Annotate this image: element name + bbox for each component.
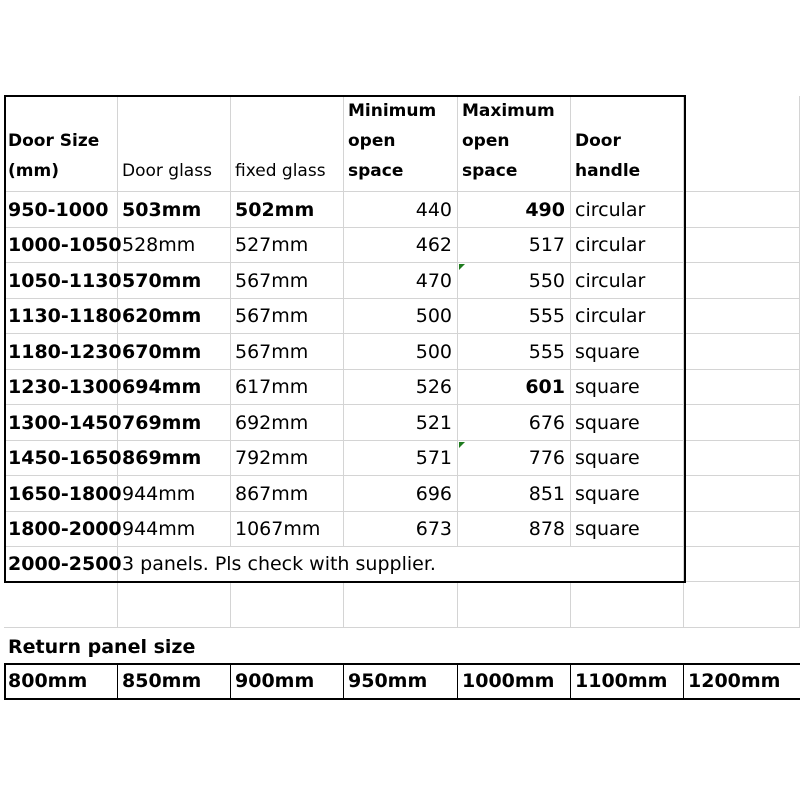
- header-door-glass-line1: Door glass: [122, 161, 212, 181]
- cell-min-open-space[interactable]: 500: [344, 299, 458, 334]
- cell-max-open-space[interactable]: 878: [458, 512, 571, 547]
- cell-max-open-space[interactable]: 676: [458, 405, 571, 441]
- empty-cell[interactable]: [118, 582, 231, 628]
- cell-door-handle[interactable]: square: [571, 370, 684, 405]
- cell-max-open-space[interactable]: 601: [458, 370, 571, 405]
- empty-cell[interactable]: [4, 582, 118, 628]
- cell-fixed-glass[interactable]: 867mm: [231, 476, 344, 512]
- empty-cell[interactable]: [684, 96, 800, 192]
- cell-fixed-glass[interactable]: 692mm: [231, 405, 344, 441]
- cell-door-size[interactable]: 950-1000: [4, 192, 118, 228]
- return-panel-title[interactable]: Return panel size: [8, 636, 196, 658]
- cell-min-open-space[interactable]: 696: [344, 476, 458, 512]
- cell-door-handle[interactable]: circular: [571, 299, 684, 334]
- header-fixed-glass-line1: fixed glass: [235, 161, 326, 181]
- cell-door-glass[interactable]: 570mm: [118, 263, 231, 299]
- cell-door-glass[interactable]: 769mm: [118, 405, 231, 441]
- header-door-glass[interactable]: [118, 96, 231, 192]
- cell-door-size[interactable]: 1050-1130: [4, 263, 118, 299]
- special-row-size[interactable]: 2000-2500: [4, 547, 118, 582]
- empty-cell[interactable]: [344, 582, 458, 628]
- cell-fixed-glass[interactable]: 567mm: [231, 334, 344, 370]
- cell-door-size[interactable]: 1800-2000: [4, 512, 118, 547]
- empty-cell[interactable]: [684, 228, 800, 263]
- return-panel-size-cell[interactable]: 850mm: [118, 664, 231, 699]
- cell-fixed-glass[interactable]: 617mm: [231, 370, 344, 405]
- return-panel-size-cell[interactable]: 1100mm: [571, 664, 684, 699]
- header-max-open-space[interactable]: [458, 96, 571, 192]
- header-min-line2: open: [348, 131, 396, 151]
- empty-cell[interactable]: [684, 299, 800, 334]
- empty-cell[interactable]: [684, 192, 800, 228]
- empty-cell[interactable]: [231, 582, 344, 628]
- header-min-line1: Minimum: [348, 101, 437, 121]
- cell-fixed-glass[interactable]: 792mm: [231, 441, 344, 476]
- empty-cell[interactable]: [684, 263, 800, 299]
- empty-cell[interactable]: [571, 582, 684, 628]
- empty-cell[interactable]: [684, 334, 800, 370]
- cell-min-open-space[interactable]: 500: [344, 334, 458, 370]
- return-panel-size-cell[interactable]: 1200mm: [688, 670, 781, 692]
- cell-min-open-space[interactable]: 440: [344, 192, 458, 228]
- empty-cell[interactable]: [684, 512, 800, 547]
- cell-door-glass[interactable]: 944mm: [118, 476, 231, 512]
- cell-min-open-space[interactable]: 521: [344, 405, 458, 441]
- cell-door-size[interactable]: 1000-1050: [4, 228, 118, 263]
- cell-door-size[interactable]: 1300-1450: [4, 405, 118, 441]
- cell-fixed-glass[interactable]: 502mm: [231, 192, 344, 228]
- cell-max-open-space[interactable]: 555: [458, 299, 571, 334]
- cell-fixed-glass[interactable]: 567mm: [231, 263, 344, 299]
- header-door-size-line1: Door Size: [8, 131, 100, 151]
- cell-min-open-space[interactable]: 470: [344, 263, 458, 299]
- return-panel-size-cell[interactable]: 1000mm: [458, 664, 571, 699]
- cell-door-handle[interactable]: square: [571, 476, 684, 512]
- cell-door-glass[interactable]: 670mm: [118, 334, 231, 370]
- empty-cell[interactable]: [458, 582, 571, 628]
- cell-door-glass[interactable]: 620mm: [118, 299, 231, 334]
- empty-cell[interactable]: [684, 405, 800, 441]
- header-fixed-glass[interactable]: [231, 96, 344, 192]
- cell-max-open-space[interactable]: 555: [458, 334, 571, 370]
- header-door-size-line2: (mm): [8, 161, 59, 181]
- cell-fixed-glass[interactable]: 1067mm: [231, 512, 344, 547]
- cell-comment-marker: [459, 442, 465, 448]
- empty-cell[interactable]: [684, 370, 800, 405]
- cell-door-handle[interactable]: circular: [571, 228, 684, 263]
- cell-door-size[interactable]: 1130-1180: [4, 299, 118, 334]
- cell-door-glass[interactable]: 694mm: [118, 370, 231, 405]
- cell-max-open-space[interactable]: 851: [458, 476, 571, 512]
- header-handle-line2: handle: [575, 161, 641, 181]
- return-panel-size-cell[interactable]: 900mm: [231, 664, 344, 699]
- empty-cell[interactable]: [684, 547, 800, 582]
- header-door-size[interactable]: [4, 96, 118, 192]
- cell-max-open-space[interactable]: 550: [458, 263, 571, 299]
- empty-cell[interactable]: [684, 476, 800, 512]
- header-max-line1: Maximum: [462, 101, 555, 121]
- header-door-handle[interactable]: [571, 96, 684, 192]
- header-min-open-space[interactable]: [344, 96, 458, 192]
- cell-min-open-space[interactable]: 526: [344, 370, 458, 405]
- cell-door-handle[interactable]: square: [571, 334, 684, 370]
- cell-door-glass[interactable]: 503mm: [118, 192, 231, 228]
- header-max-line3: space: [462, 161, 518, 181]
- cell-door-size[interactable]: 1650-1800: [4, 476, 118, 512]
- cell-min-open-space[interactable]: 571: [344, 441, 458, 476]
- cell-door-size[interactable]: 1180-1230: [4, 334, 118, 370]
- cell-fixed-glass[interactable]: 527mm: [231, 228, 344, 263]
- return-panel-size-cell[interactable]: 950mm: [344, 664, 458, 699]
- cell-max-open-space[interactable]: 517: [458, 228, 571, 263]
- cell-door-handle[interactable]: square: [571, 405, 684, 441]
- cell-door-handle[interactable]: square: [571, 441, 684, 476]
- header-min-line3: space: [348, 161, 404, 181]
- special-row-note[interactable]: 3 panels. Pls check with supplier.: [118, 547, 684, 582]
- cell-min-open-space[interactable]: 462: [344, 228, 458, 263]
- cell-door-glass[interactable]: 528mm: [118, 228, 231, 263]
- cell-door-handle[interactable]: square: [571, 512, 684, 547]
- header-handle-line1: Door: [575, 131, 621, 151]
- header-max-line2: open: [462, 131, 510, 151]
- cell-comment-marker: [459, 264, 465, 270]
- cell-door-glass[interactable]: 869mm: [118, 441, 231, 476]
- cell-fixed-glass[interactable]: 567mm: [231, 299, 344, 334]
- return-panel-size-cell[interactable]: 800mm: [4, 664, 118, 699]
- cell-door-size[interactable]: 1450-1650: [4, 441, 118, 476]
- cell-max-open-space[interactable]: 776: [458, 441, 571, 476]
- cell-min-open-space[interactable]: 673: [344, 512, 458, 547]
- cell-door-handle[interactable]: circular: [571, 263, 684, 299]
- empty-cell[interactable]: [684, 441, 800, 476]
- cell-door-handle[interactable]: circular: [571, 192, 684, 228]
- cell-max-open-space[interactable]: 490: [458, 192, 571, 228]
- empty-cell[interactable]: [684, 582, 800, 628]
- cell-door-size[interactable]: 1230-1300: [4, 370, 118, 405]
- cell-door-glass[interactable]: 944mm: [118, 512, 231, 547]
